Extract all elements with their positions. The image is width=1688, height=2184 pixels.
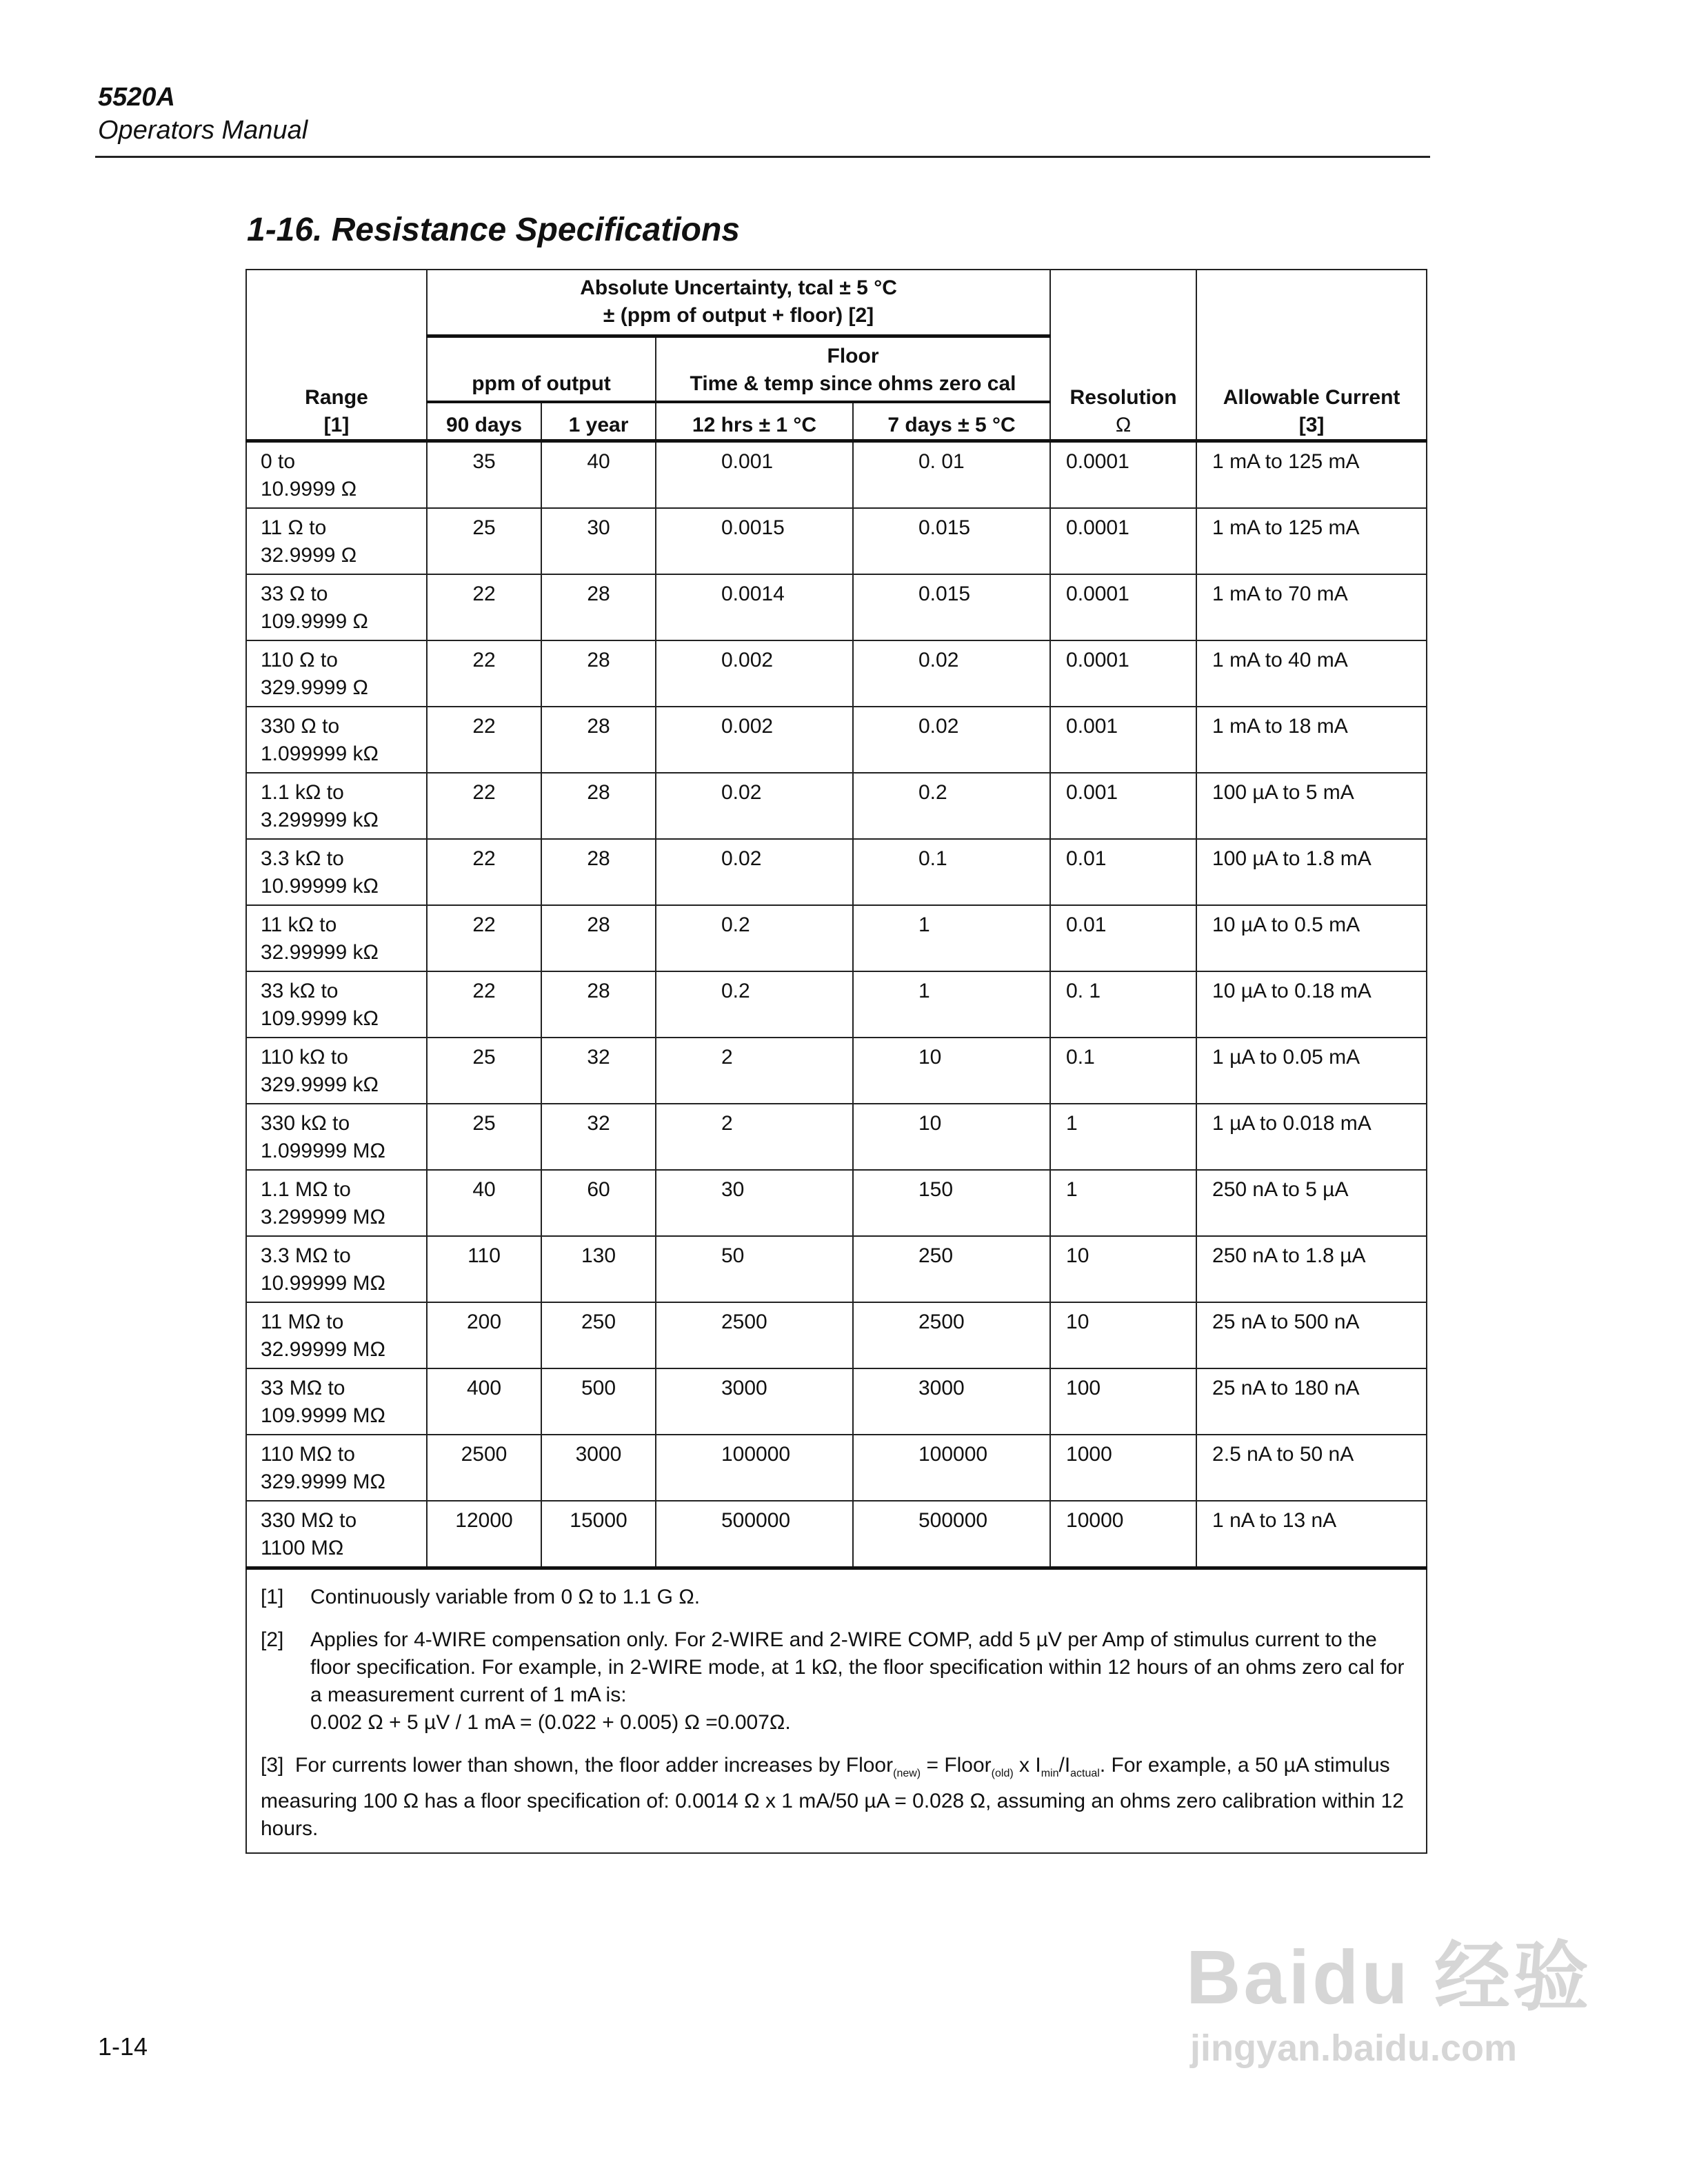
range-cell bbox=[246, 640, 427, 707]
ppm-90-days-cell: 110 bbox=[427, 1236, 541, 1302]
range-line: 33 Ω to bbox=[261, 582, 328, 605]
ppm-1-year-cell: 32 bbox=[541, 1104, 656, 1170]
resolution-cell: 0.0001 bbox=[1050, 640, 1196, 707]
table-row bbox=[246, 508, 1427, 574]
watermark-url: jingyan.baidu.com bbox=[1190, 2028, 1518, 2069]
header-12-hrs: 12 hrs ± 1 °C bbox=[656, 402, 853, 441]
range-cell bbox=[246, 508, 427, 574]
ppm-1-year-cell: 500 bbox=[541, 1368, 656, 1435]
range-line: 11 Ω to bbox=[261, 516, 327, 539]
range-line: 330 kΩ to bbox=[261, 1111, 350, 1135]
header-absolute-uncertainty bbox=[427, 270, 1050, 336]
ppm-1-year-cell: 28 bbox=[541, 640, 656, 707]
allowable-current-cell: 25 nA to 180 nA bbox=[1196, 1368, 1427, 1435]
allowable-current-cell: 1 µA to 0.018 mA bbox=[1196, 1104, 1427, 1170]
floor-12-hrs-cell: 0.0014 bbox=[656, 574, 853, 640]
floor-7-days-cell: 0.015 bbox=[853, 508, 1050, 574]
allowable-current-cell: 10 µA to 0.5 mA bbox=[1196, 905, 1427, 971]
range-line: 33 MΩ to bbox=[261, 1376, 345, 1399]
ppm-90-days-cell: 2500 bbox=[427, 1435, 541, 1501]
range-line: 1.1 kΩ to bbox=[261, 780, 344, 804]
abs-unc-line1: Absolute Uncertainty, tcal ± 5 °C bbox=[580, 276, 897, 300]
footnote-2-formula: 0.002 Ω + 5 µV / 1 mA = (0.022 + 0.005) Ω =0.007Ω. bbox=[310, 1710, 791, 1734]
floor-7-days-cell: 0.1 bbox=[853, 839, 1050, 905]
ppm-1-year-cell: 130 bbox=[541, 1236, 656, 1302]
ppm-90-days-cell: 25 bbox=[427, 1038, 541, 1104]
resolution-cell: 10 bbox=[1050, 1302, 1196, 1368]
ppm-1-year-cell: 60 bbox=[541, 1170, 656, 1236]
resolution-cell: 0.1 bbox=[1050, 1038, 1196, 1104]
floor-7-days-cell: 10 bbox=[853, 1104, 1050, 1170]
range-line: 110 MΩ to bbox=[261, 1442, 355, 1466]
floor-7-days-cell: 2500 bbox=[853, 1302, 1050, 1368]
ppm-1-year-cell: 3000 bbox=[541, 1435, 656, 1501]
resolution-cell: 100 bbox=[1050, 1368, 1196, 1435]
table-row bbox=[246, 1104, 1427, 1170]
ppm-1-year-cell: 28 bbox=[541, 574, 656, 640]
range-line: 11 kΩ to bbox=[261, 913, 337, 936]
range-line: 1.099999 kΩ bbox=[261, 742, 379, 765]
range-line: 330 Ω to bbox=[261, 714, 340, 738]
header-range bbox=[246, 270, 427, 441]
floor-12-hrs-cell: 0.2 bbox=[656, 905, 853, 971]
resolution-cell: 10 bbox=[1050, 1236, 1196, 1302]
range-line: 1.099999 MΩ bbox=[261, 1139, 385, 1162]
range-cell bbox=[246, 1302, 427, 1368]
ppm-90-days-cell: 22 bbox=[427, 574, 541, 640]
allowable-current-cell: 1 mA to 70 mA bbox=[1196, 574, 1427, 640]
floor-12-hrs-cell: 3000 bbox=[656, 1368, 853, 1435]
floor-7-days-cell: 0. 01 bbox=[853, 441, 1050, 508]
allowable-current-cell: 1 mA to 40 mA bbox=[1196, 640, 1427, 707]
resolution-cell: 1 bbox=[1050, 1104, 1196, 1170]
resolution-cell: 1000 bbox=[1050, 1435, 1196, 1501]
header-1-year: 1 year bbox=[541, 402, 656, 441]
resistance-spec-table bbox=[245, 269, 1427, 1854]
table-row bbox=[246, 1302, 1427, 1368]
range-cell bbox=[246, 1170, 427, 1236]
resolution-cell: 0.001 bbox=[1050, 773, 1196, 839]
range-line: 109.9999 MΩ bbox=[261, 1404, 385, 1427]
footnote-3-marker: [3] bbox=[261, 1753, 284, 1777]
manual-model: 5520A bbox=[98, 83, 175, 112]
header-floor-sub: Time & temp since ohms zero cal bbox=[690, 372, 1016, 395]
footnotes bbox=[246, 1568, 1427, 1853]
footnote-3-sub-old: (old) bbox=[991, 1767, 1014, 1779]
allowable-current-cell: 25 nA to 500 nA bbox=[1196, 1302, 1427, 1368]
allowable-current-cell: 100 µA to 5 mA bbox=[1196, 773, 1427, 839]
table-row bbox=[246, 971, 1427, 1038]
abs-unc-line2: ± (ppm of output + floor) [2] bbox=[603, 304, 874, 327]
table-row bbox=[246, 1170, 1427, 1236]
manual-subtitle: Operators Manual bbox=[98, 116, 308, 145]
header-range-note: [1] bbox=[323, 413, 350, 436]
allowable-current-cell: 100 µA to 1.8 mA bbox=[1196, 839, 1427, 905]
footnote-3-text-a: For currents lower than shown, the floor adder increases by Floor bbox=[295, 1753, 894, 1777]
range-line: 330 MΩ to bbox=[261, 1508, 357, 1532]
floor-7-days-cell: 0.02 bbox=[853, 707, 1050, 773]
range-line: 33 kΩ to bbox=[261, 979, 339, 1002]
floor-12-hrs-cell: 30 bbox=[656, 1170, 853, 1236]
footnote-3 bbox=[261, 1752, 1412, 1843]
ppm-1-year-cell: 40 bbox=[541, 441, 656, 508]
header-resolution-label: Resolution bbox=[1069, 385, 1177, 409]
footnote-1-marker: [1] bbox=[261, 1585, 284, 1608]
floor-12-hrs-cell: 100000 bbox=[656, 1435, 853, 1501]
range-line: 1.1 MΩ to bbox=[261, 1177, 351, 1201]
allowable-current-cell: 1 mA to 125 mA bbox=[1196, 441, 1427, 508]
range-cell bbox=[246, 1104, 427, 1170]
footnote-1-text: Continuously variable from 0 Ω to 1.1 G Ω. bbox=[310, 1585, 701, 1608]
footnote-3-text-e: . For example, a 50 µA stimulus measuring 100 Ω has a floor specification of: 0.0014 Ω x 1 mA/50 µA = 0.028 Ω, assuming an ohms zero calibration within 12 hours. bbox=[261, 1753, 1404, 1840]
ppm-90-days-cell: 40 bbox=[427, 1170, 541, 1236]
range-line: 3.3 MΩ to bbox=[261, 1244, 351, 1267]
allowable-current-cell: 1 nA to 13 nA bbox=[1196, 1501, 1427, 1568]
allowable-current-cell: 1 mA to 18 mA bbox=[1196, 707, 1427, 773]
table-row bbox=[246, 1236, 1427, 1302]
footnote-3-sub-min: min bbox=[1041, 1767, 1059, 1779]
ppm-90-days-cell: 22 bbox=[427, 640, 541, 707]
floor-12-hrs-cell: 50 bbox=[656, 1236, 853, 1302]
range-cell bbox=[246, 1038, 427, 1104]
range-line: 109.9999 Ω bbox=[261, 609, 368, 633]
range-cell bbox=[246, 971, 427, 1038]
range-cell bbox=[246, 1368, 427, 1435]
table-row bbox=[246, 1435, 1427, 1501]
range-cell bbox=[246, 1501, 427, 1568]
floor-12-hrs-cell: 0.001 bbox=[656, 441, 853, 508]
header-ppm: ppm of output bbox=[427, 336, 656, 402]
allowable-current-cell: 250 nA to 5 µA bbox=[1196, 1170, 1427, 1236]
table-row bbox=[246, 707, 1427, 773]
footnote-3-text-b: = Floor bbox=[921, 1753, 992, 1777]
ppm-90-days-cell: 12000 bbox=[427, 1501, 541, 1568]
floor-7-days-cell: 100000 bbox=[853, 1435, 1050, 1501]
allowable-current-cell: 250 nA to 1.8 µA bbox=[1196, 1236, 1427, 1302]
table-row bbox=[246, 1038, 1427, 1104]
floor-12-hrs-cell: 2 bbox=[656, 1038, 853, 1104]
table-row bbox=[246, 839, 1427, 905]
watermark-logo: Baidu 经验 bbox=[1186, 1935, 1592, 2020]
resolution-cell: 0.01 bbox=[1050, 905, 1196, 971]
floor-12-hrs-cell: 0.02 bbox=[656, 773, 853, 839]
range-cell bbox=[246, 707, 427, 773]
floor-7-days-cell: 250 bbox=[853, 1236, 1050, 1302]
footnote-2-marker: [2] bbox=[261, 1628, 284, 1651]
ppm-1-year-cell: 250 bbox=[541, 1302, 656, 1368]
header-resolution-unit: Ω bbox=[1115, 413, 1132, 436]
resolution-cell: 0.0001 bbox=[1050, 574, 1196, 640]
ppm-90-days-cell: 25 bbox=[427, 508, 541, 574]
ppm-1-year-cell: 32 bbox=[541, 1038, 656, 1104]
range-cell bbox=[246, 574, 427, 640]
footnote-1 bbox=[261, 1584, 1412, 1611]
range-cell bbox=[246, 1236, 427, 1302]
floor-12-hrs-cell: 0.2 bbox=[656, 971, 853, 1038]
page-number: 1-14 bbox=[98, 2032, 148, 2061]
range-cell bbox=[246, 773, 427, 839]
floor-12-hrs-cell: 2 bbox=[656, 1104, 853, 1170]
range-line: 1100 MΩ bbox=[261, 1536, 344, 1559]
range-line: 10.9999 Ω bbox=[261, 477, 357, 501]
header-range-label: Range bbox=[305, 385, 368, 409]
floor-7-days-cell: 150 bbox=[853, 1170, 1050, 1236]
resolution-cell: 0. 1 bbox=[1050, 971, 1196, 1038]
table-row bbox=[246, 773, 1427, 839]
ppm-90-days-cell: 22 bbox=[427, 905, 541, 971]
allowable-current-cell: 2.5 nA to 50 nA bbox=[1196, 1435, 1427, 1501]
range-line: 11 MΩ to bbox=[261, 1310, 344, 1333]
floor-12-hrs-cell: 0.002 bbox=[656, 707, 853, 773]
floor-7-days-cell: 3000 bbox=[853, 1368, 1050, 1435]
resolution-cell: 0.0001 bbox=[1050, 508, 1196, 574]
ppm-90-days-cell: 22 bbox=[427, 773, 541, 839]
ppm-1-year-cell: 15000 bbox=[541, 1501, 656, 1568]
footnote-3-sub-actual: actual bbox=[1070, 1767, 1100, 1779]
floor-7-days-cell: 500000 bbox=[853, 1501, 1050, 1568]
resolution-cell: 0.0001 bbox=[1050, 441, 1196, 508]
floor-7-days-cell: 10 bbox=[853, 1038, 1050, 1104]
ppm-1-year-cell: 28 bbox=[541, 707, 656, 773]
ppm-90-days-cell: 400 bbox=[427, 1368, 541, 1435]
range-line: 0 to bbox=[261, 449, 296, 473]
header-7-days: 7 days ± 5 °C bbox=[853, 402, 1050, 441]
footnote-3-text-c: x I bbox=[1013, 1753, 1041, 1777]
range-cell bbox=[246, 441, 427, 508]
allowable-current-cell: 10 µA to 0.18 mA bbox=[1196, 971, 1427, 1038]
range-line: 329.9999 kΩ bbox=[261, 1073, 379, 1096]
range-line: 329.9999 MΩ bbox=[261, 1470, 385, 1493]
range-line: 32.9999 Ω bbox=[261, 543, 357, 567]
range-line: 3.299999 kΩ bbox=[261, 808, 379, 831]
floor-12-hrs-cell: 0.002 bbox=[656, 640, 853, 707]
ppm-90-days-cell: 22 bbox=[427, 971, 541, 1038]
resolution-cell: 1 bbox=[1050, 1170, 1196, 1236]
range-line: 110 kΩ to bbox=[261, 1045, 348, 1069]
header-allowable-current bbox=[1196, 270, 1427, 441]
ppm-1-year-cell: 28 bbox=[541, 839, 656, 905]
header-floor bbox=[656, 336, 1050, 402]
floor-7-days-cell: 1 bbox=[853, 971, 1050, 1038]
table-row bbox=[246, 905, 1427, 971]
footnote-2 bbox=[261, 1626, 1412, 1737]
ppm-1-year-cell: 28 bbox=[541, 773, 656, 839]
floor-7-days-cell: 0.2 bbox=[853, 773, 1050, 839]
range-line: 32.99999 MΩ bbox=[261, 1337, 385, 1361]
range-line: 10.99999 MΩ bbox=[261, 1271, 385, 1295]
range-line: 110 Ω to bbox=[261, 648, 338, 671]
ppm-1-year-cell: 28 bbox=[541, 971, 656, 1038]
range-line: 32.99999 kΩ bbox=[261, 940, 379, 964]
allowable-current-cell: 1 µA to 0.05 mA bbox=[1196, 1038, 1427, 1104]
ppm-1-year-cell: 28 bbox=[541, 905, 656, 971]
table-row bbox=[246, 441, 1427, 508]
table-row bbox=[246, 574, 1427, 640]
resolution-cell: 0.01 bbox=[1050, 839, 1196, 905]
footnote-3-sub-new: (new) bbox=[893, 1767, 921, 1779]
section-title: 1-16. Resistance Specifications bbox=[247, 212, 740, 248]
resolution-cell: 0.001 bbox=[1050, 707, 1196, 773]
floor-12-hrs-cell: 0.0015 bbox=[656, 508, 853, 574]
footnote-2-text: Applies for 4-WIRE compensation only. For 2-WIRE and 2-WIRE COMP, add 5 µV per Amp of stimulus current to the floor specification. For example, in 2-WIRE mode, at 1 kΩ, the floor specification within 12 hours of an ohms zero cal for a measurement current of 1 mA is: bbox=[310, 1628, 1405, 1706]
ppm-90-days-cell: 200 bbox=[427, 1302, 541, 1368]
allowable-current-cell: 1 mA to 125 mA bbox=[1196, 508, 1427, 574]
floor-7-days-cell: 0.015 bbox=[853, 574, 1050, 640]
range-line: 3.3 kΩ to bbox=[261, 847, 344, 870]
floor-12-hrs-cell: 0.02 bbox=[656, 839, 853, 905]
table-row bbox=[246, 640, 1427, 707]
floor-7-days-cell: 0.02 bbox=[853, 640, 1050, 707]
ppm-1-year-cell: 30 bbox=[541, 508, 656, 574]
header-90-days: 90 days bbox=[427, 402, 541, 441]
resolution-cell: 10000 bbox=[1050, 1501, 1196, 1568]
range-line: 329.9999 Ω bbox=[261, 676, 368, 699]
floor-7-days-cell: 1 bbox=[853, 905, 1050, 971]
header-current-note: [3] bbox=[1298, 413, 1325, 436]
header-current-label: Allowable Current bbox=[1223, 385, 1400, 409]
ppm-90-days-cell: 25 bbox=[427, 1104, 541, 1170]
range-line: 10.99999 kΩ bbox=[261, 874, 379, 898]
range-line: 3.299999 MΩ bbox=[261, 1205, 385, 1228]
range-cell bbox=[246, 905, 427, 971]
header-resolution bbox=[1050, 270, 1196, 441]
ppm-90-days-cell: 22 bbox=[427, 707, 541, 773]
header-floor-label: Floor bbox=[827, 345, 879, 367]
ppm-90-days-cell: 22 bbox=[427, 839, 541, 905]
ppm-90-days-cell: 35 bbox=[427, 441, 541, 508]
table-row bbox=[246, 1501, 1427, 1568]
range-cell bbox=[246, 1435, 427, 1501]
range-line: 109.9999 kΩ bbox=[261, 1007, 379, 1030]
footnote-3-text-d: /I bbox=[1058, 1753, 1071, 1777]
floor-12-hrs-cell: 500000 bbox=[656, 1501, 853, 1568]
table-row bbox=[246, 1368, 1427, 1435]
header-divider bbox=[95, 156, 1430, 158]
range-cell bbox=[246, 839, 427, 905]
floor-12-hrs-cell: 2500 bbox=[656, 1302, 853, 1368]
